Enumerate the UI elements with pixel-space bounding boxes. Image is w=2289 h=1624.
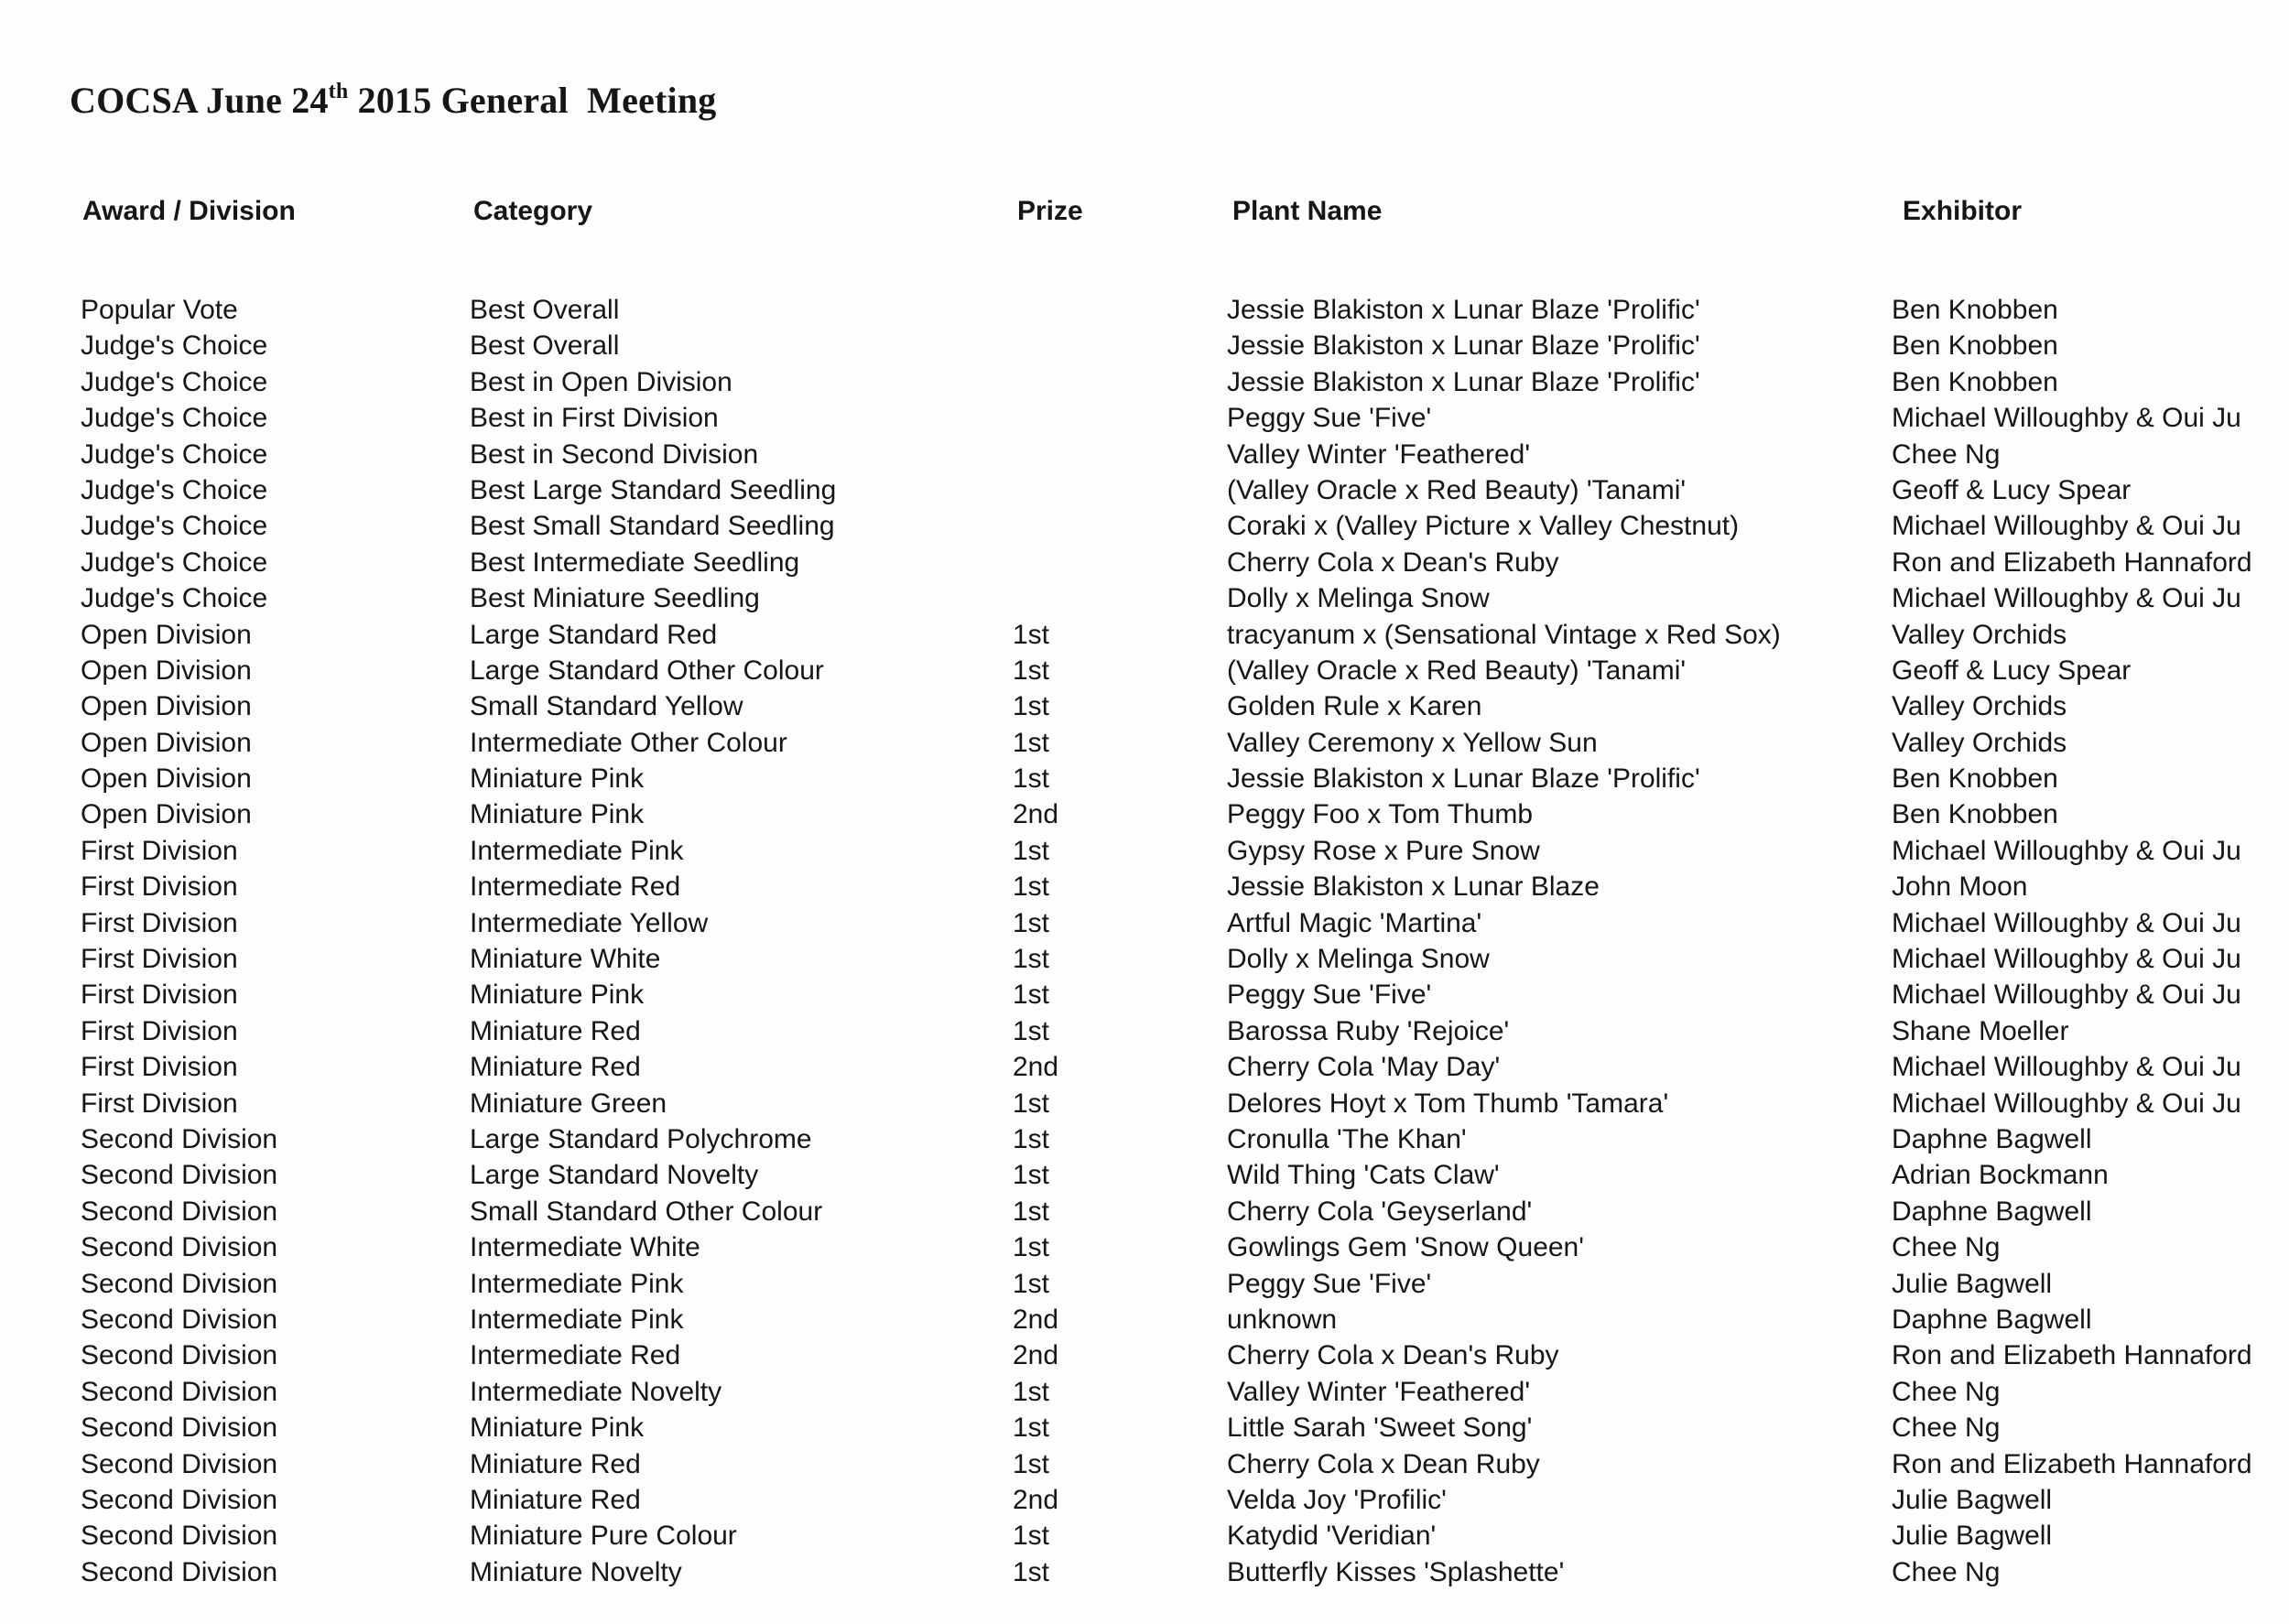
exhibitor-cell: Michael Willoughby & Oui Ju: [1892, 403, 2241, 434]
exhibitor-cell: Valley Orchids: [1892, 727, 2067, 758]
category-cell: Miniature Red: [470, 1484, 641, 1515]
table-row: [0, 403, 2289, 438]
plant-name-cell: Gypsy Rose x Pure Snow: [1227, 835, 1540, 866]
plant-name-cell: Jessie Blakiston x Lunar Blaze 'Prolific': [1227, 366, 1700, 397]
header-exhibitor: Exhibitor: [1903, 196, 2023, 226]
plant-name-cell: Cherry Cola x Dean's Ruby: [1227, 1340, 1559, 1371]
header-prize: Prize: [1017, 196, 1083, 226]
award-cell: Second Division: [81, 1448, 278, 1479]
exhibitor-cell: Daphne Bagwell: [1892, 1196, 2092, 1227]
award-cell: First Division: [81, 1052, 238, 1083]
plant-name-cell: Peggy Sue 'Five': [1227, 1268, 1432, 1299]
prize-cell: 1st: [1013, 1160, 1050, 1191]
prize-cell: 1st: [1013, 1448, 1050, 1479]
plant-name-cell: (Valley Oracle x Red Beauty) 'Tanami': [1227, 655, 1687, 686]
exhibitor-cell: Michael Willoughby & Oui Ju: [1892, 583, 2241, 614]
award-cell: First Division: [81, 872, 238, 903]
award-cell: Open Division: [81, 727, 252, 758]
category-cell: Large Standard Novelty: [470, 1160, 759, 1191]
plant-name-cell: Artful Magic 'Martina': [1227, 907, 1482, 938]
exhibitor-cell: Chee Ng: [1892, 1556, 2001, 1587]
award-cell: Second Division: [81, 1376, 278, 1407]
award-cell: Second Division: [81, 1413, 278, 1444]
table-row: [0, 330, 2289, 366]
table-row: [0, 872, 2289, 907]
table-row: [0, 583, 2289, 619]
prize-cell: 1st: [1013, 1088, 1050, 1119]
award-cell: First Division: [81, 907, 238, 938]
exhibitor-cell: Michael Willoughby & Oui Ju: [1892, 944, 2241, 975]
results-table: [0, 295, 2289, 1593]
prize-cell: 1st: [1013, 1123, 1050, 1154]
award-cell: Judge's Choice: [81, 330, 268, 362]
plant-name-cell: Cherry Cola x Dean Ruby: [1227, 1448, 1540, 1479]
exhibitor-cell: Chee Ng: [1892, 438, 2001, 470]
exhibitor-cell: Michael Willoughby & Oui Ju: [1892, 1052, 2241, 1083]
award-cell: Open Division: [81, 691, 252, 722]
category-cell: Large Standard Red: [470, 619, 718, 650]
prize-cell: 1st: [1013, 655, 1050, 686]
award-cell: First Division: [81, 835, 238, 866]
plant-name-cell: Peggy Foo x Tom Thumb: [1227, 799, 1534, 830]
header-category: Category: [473, 196, 593, 226]
table-row: [0, 1413, 2289, 1448]
table-row: [0, 1305, 2289, 1340]
prize-cell: 1st: [1013, 1413, 1050, 1444]
award-cell: Open Division: [81, 655, 252, 686]
award-cell: Judge's Choice: [81, 583, 268, 614]
category-cell: Best in Open Division: [470, 366, 732, 397]
exhibitor-cell: Ben Knobben: [1892, 366, 2058, 397]
award-cell: Open Division: [81, 763, 252, 795]
table-row: [0, 1269, 2289, 1305]
plant-name-cell: Gowlings Gem 'Snow Queen': [1227, 1232, 1584, 1263]
category-cell: Intermediate Yellow: [470, 907, 709, 938]
exhibitor-cell: Chee Ng: [1892, 1232, 2001, 1263]
category-cell: Intermediate Red: [470, 872, 681, 903]
plant-name-cell: Valley Ceremony x Yellow Sun: [1227, 727, 1598, 758]
exhibitor-cell: John Moon: [1892, 872, 2028, 903]
category-cell: Intermediate Red: [470, 1340, 681, 1371]
category-cell: Intermediate Pink: [470, 835, 684, 866]
exhibitor-cell: Geoff & Lucy Spear: [1892, 474, 2132, 505]
award-cell: Second Division: [81, 1232, 278, 1263]
plant-name-cell: Jessie Blakiston x Lunar Blaze 'Prolific': [1227, 763, 1700, 795]
table-row: [0, 1521, 2289, 1556]
plant-name-cell: tracyanum x (Sensational Vintage x Red Sox): [1227, 619, 1781, 650]
plant-name-cell: Butterfly Kisses 'Splashette': [1227, 1556, 1565, 1587]
prize-cell: 1st: [1013, 1232, 1050, 1263]
category-cell: Intermediate Novelty: [470, 1376, 722, 1407]
table-row: [0, 547, 2289, 583]
category-cell: Intermediate Pink: [470, 1268, 684, 1299]
category-cell: Best Intermediate Seedling: [470, 547, 800, 578]
prize-cell: 1st: [1013, 727, 1050, 758]
award-cell: Judge's Choice: [81, 403, 268, 434]
plant-name-cell: Wild Thing 'Cats Claw': [1227, 1160, 1500, 1191]
prize-cell: 1st: [1013, 619, 1050, 650]
table-row: [0, 908, 2289, 944]
table-row: [0, 439, 2289, 475]
award-cell: First Division: [81, 1088, 238, 1119]
table-row: [0, 944, 2289, 980]
prize-cell: 1st: [1013, 835, 1050, 866]
exhibitor-cell: Daphne Bagwell: [1892, 1123, 2092, 1154]
page-title: COCSA June 24th 2015 General Meeting: [70, 80, 717, 121]
award-cell: Second Division: [81, 1196, 278, 1227]
category-cell: Miniature Green: [470, 1088, 667, 1119]
category-cell: Intermediate Other Colour: [470, 727, 787, 758]
exhibitor-cell: Ben Knobben: [1892, 799, 2058, 830]
award-cell: First Division: [81, 944, 238, 975]
plant-name-cell: Valley Winter 'Feathered': [1227, 438, 1531, 470]
exhibitor-cell: Julie Bagwell: [1892, 1268, 2053, 1299]
category-cell: Miniature Red: [470, 1052, 641, 1083]
exhibitor-cell: Julie Bagwell: [1892, 1484, 2053, 1515]
award-cell: First Division: [81, 980, 238, 1011]
prize-cell: 1st: [1013, 1521, 1050, 1552]
exhibitor-cell: Michael Willoughby & Oui Ju: [1892, 980, 2241, 1011]
table-row: [0, 1377, 2289, 1413]
award-cell: Second Division: [81, 1123, 278, 1154]
plant-name-cell: Dolly x Melinga Snow: [1227, 944, 1490, 975]
table-row: [0, 1449, 2289, 1485]
table-row: [0, 475, 2289, 511]
prize-cell: 2nd: [1013, 1304, 1059, 1335]
exhibitor-cell: Daphne Bagwell: [1892, 1304, 2092, 1335]
header-award: Award / Division: [82, 196, 296, 226]
prize-cell: 1st: [1013, 907, 1050, 938]
award-cell: First Division: [81, 1015, 238, 1046]
exhibitor-cell: Ron and Elizabeth Hannaford: [1892, 1340, 2252, 1371]
prize-cell: 2nd: [1013, 1484, 1059, 1515]
award-cell: Judge's Choice: [81, 438, 268, 470]
award-cell: Judge's Choice: [81, 474, 268, 505]
plant-name-cell: Cherry Cola 'Geyserland': [1227, 1196, 1533, 1227]
plant-name-cell: Dolly x Melinga Snow: [1227, 583, 1490, 614]
award-cell: Second Division: [81, 1160, 278, 1191]
plant-name-cell: Golden Rule x Karen: [1227, 691, 1482, 722]
plant-name-cell: Barossa Ruby 'Rejoice': [1227, 1015, 1510, 1046]
category-cell: Miniature Pure Colour: [470, 1521, 737, 1552]
prize-cell: 2nd: [1013, 799, 1059, 830]
award-cell: Second Division: [81, 1304, 278, 1335]
category-cell: Miniature Pink: [470, 980, 645, 1011]
exhibitor-cell: Michael Willoughby & Oui Ju: [1892, 511, 2241, 542]
exhibitor-cell: Chee Ng: [1892, 1376, 2001, 1407]
table-row: [0, 1485, 2289, 1521]
plant-name-cell: Coraki x (Valley Picture x Valley Chestnut): [1227, 511, 1740, 542]
table-row: [0, 1196, 2289, 1232]
category-cell: Miniature Pink: [470, 763, 645, 795]
prize-cell: 1st: [1013, 763, 1050, 795]
exhibitor-cell: Shane Moeller: [1892, 1015, 2069, 1046]
category-cell: Best Miniature Seedling: [470, 583, 760, 614]
award-cell: Second Division: [81, 1268, 278, 1299]
plant-name-cell: Cherry Cola x Dean's Ruby: [1227, 547, 1559, 578]
category-cell: Best Overall: [470, 295, 620, 325]
category-cell: Miniature Novelty: [470, 1556, 682, 1587]
category-cell: Small Standard Yellow: [470, 691, 743, 722]
prize-cell: 1st: [1013, 1196, 1050, 1227]
plant-name-cell: Peggy Sue 'Five': [1227, 403, 1432, 434]
category-cell: Intermediate Pink: [470, 1304, 684, 1335]
plant-name-cell: Cronulla 'The Khan': [1227, 1123, 1467, 1154]
award-cell: Second Division: [81, 1521, 278, 1552]
table-row: [0, 1016, 2289, 1052]
table-row: [0, 1052, 2289, 1088]
category-cell: Intermediate White: [470, 1232, 700, 1263]
table-row: [0, 1088, 2289, 1124]
table-row: [0, 691, 2289, 727]
table-row: [0, 1340, 2289, 1376]
plant-name-cell: unknown: [1227, 1304, 1338, 1335]
prize-cell: 1st: [1013, 1376, 1050, 1407]
plant-name-cell: Jessie Blakiston x Lunar Blaze: [1227, 872, 1600, 903]
prize-cell: 1st: [1013, 980, 1050, 1011]
exhibitor-cell: Chee Ng: [1892, 1413, 2001, 1444]
prize-cell: 2nd: [1013, 1340, 1059, 1371]
exhibitor-cell: Michael Willoughby & Oui Ju: [1892, 907, 2241, 938]
table-row: [0, 728, 2289, 763]
category-cell: Miniature Pink: [470, 1413, 645, 1444]
plant-name-cell: Peggy Sue 'Five': [1227, 980, 1432, 1011]
header-plant-name: Plant Name: [1232, 196, 1383, 226]
award-cell: Second Division: [81, 1340, 278, 1371]
exhibitor-cell: Michael Willoughby & Oui Ju: [1892, 835, 2241, 866]
plant-name-cell: Valley Winter 'Feathered': [1227, 1376, 1531, 1407]
table-row: [0, 1232, 2289, 1268]
table-row: [0, 799, 2289, 835]
award-cell: Judge's Choice: [81, 366, 268, 397]
category-cell: Miniature Red: [470, 1448, 641, 1479]
award-cell: Second Division: [81, 1556, 278, 1587]
table-row: [0, 836, 2289, 872]
table-row: [0, 980, 2289, 1015]
category-cell: Best in Second Division: [470, 438, 759, 470]
exhibitor-cell: Ben Knobben: [1892, 295, 2058, 325]
table-row: [0, 655, 2289, 691]
prize-cell: 1st: [1013, 1268, 1050, 1299]
exhibitor-cell: Valley Orchids: [1892, 691, 2067, 722]
prize-cell: 1st: [1013, 1015, 1050, 1046]
exhibitor-cell: Ron and Elizabeth Hannaford: [1892, 547, 2252, 578]
prize-cell: 2nd: [1013, 1052, 1059, 1083]
award-cell: Open Division: [81, 619, 252, 650]
table-row: [0, 511, 2289, 547]
table-row: [0, 1557, 2289, 1593]
exhibitor-cell: Ron and Elizabeth Hannaford: [1892, 1448, 2252, 1479]
category-cell: Small Standard Other Colour: [470, 1196, 823, 1227]
prize-cell: 1st: [1013, 691, 1050, 722]
category-cell: Best Large Standard Seedling: [470, 474, 837, 505]
category-cell: Miniature Pink: [470, 799, 645, 830]
table-row: [0, 1160, 2289, 1196]
plant-name-cell: Velda Joy 'Profilic': [1227, 1484, 1447, 1515]
plant-name-cell: Jessie Blakiston x Lunar Blaze 'Prolific': [1227, 295, 1700, 325]
award-cell: Judge's Choice: [81, 547, 268, 578]
plant-name-cell: Jessie Blakiston x Lunar Blaze 'Prolific': [1227, 330, 1700, 362]
exhibitor-cell: Valley Orchids: [1892, 619, 2067, 650]
prize-cell: 1st: [1013, 944, 1050, 975]
table-row: [0, 620, 2289, 655]
table-row: [0, 1124, 2289, 1160]
prize-cell: 1st: [1013, 1556, 1050, 1587]
category-cell: Best Small Standard Seedling: [470, 511, 835, 542]
award-cell: Second Division: [81, 1484, 278, 1515]
category-cell: Best Overall: [470, 330, 620, 362]
award-cell: Judge's Choice: [81, 511, 268, 542]
exhibitor-cell: Adrian Bockmann: [1892, 1160, 2109, 1191]
plant-name-cell: Cherry Cola 'May Day': [1227, 1052, 1501, 1083]
category-cell: Large Standard Polychrome: [470, 1123, 812, 1154]
plant-name-cell: (Valley Oracle x Red Beauty) 'Tanami': [1227, 474, 1687, 505]
prize-cell: 1st: [1013, 872, 1050, 903]
plant-name-cell: Little Sarah 'Sweet Song': [1227, 1413, 1533, 1444]
category-cell: Miniature Red: [470, 1015, 641, 1046]
table-row: [0, 763, 2289, 799]
plant-name-cell: Delores Hoyt x Tom Thumb 'Tamara': [1227, 1088, 1669, 1119]
exhibitor-cell: Geoff & Lucy Spear: [1892, 655, 2132, 686]
category-cell: Large Standard Other Colour: [470, 655, 824, 686]
exhibitor-cell: Ben Knobben: [1892, 330, 2058, 362]
plant-name-cell: Katydid 'Veridian': [1227, 1521, 1437, 1552]
award-cell: Popular Vote: [81, 295, 238, 325]
table-row: [0, 295, 2289, 330]
exhibitor-cell: Ben Knobben: [1892, 763, 2058, 795]
exhibitor-cell: Michael Willoughby & Oui Ju: [1892, 1088, 2241, 1119]
table-row: [0, 367, 2289, 403]
category-cell: Miniature White: [470, 944, 661, 975]
category-cell: Best in First Division: [470, 403, 719, 434]
exhibitor-cell: Julie Bagwell: [1892, 1521, 2053, 1552]
award-cell: Open Division: [81, 799, 252, 830]
